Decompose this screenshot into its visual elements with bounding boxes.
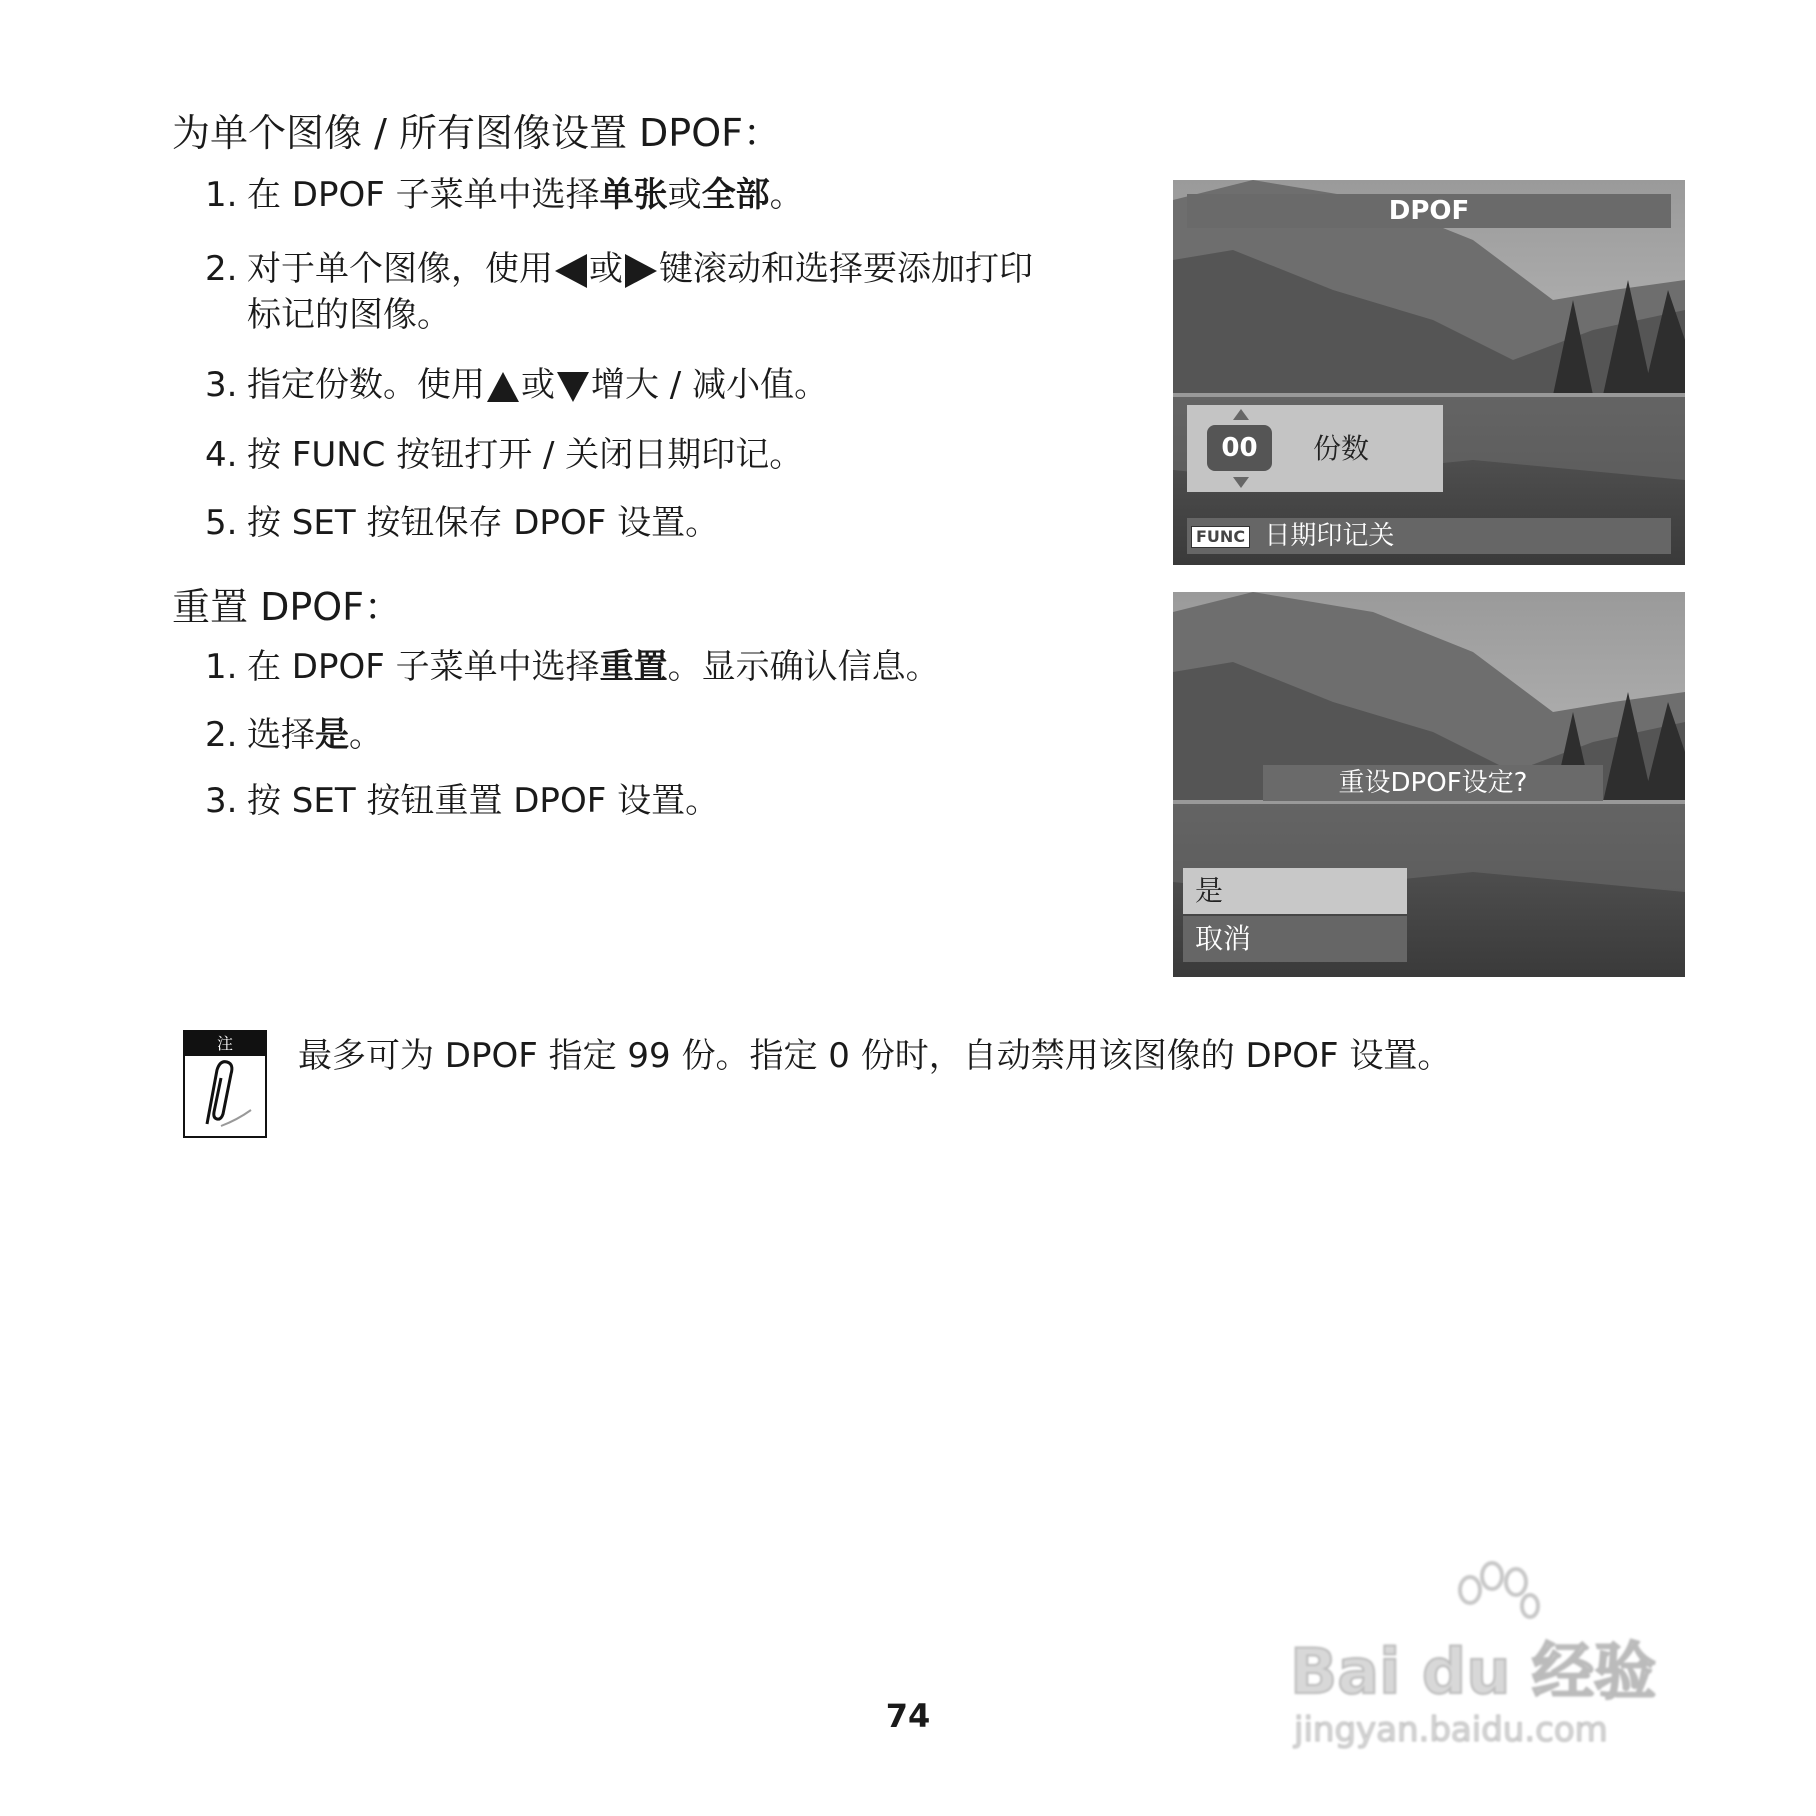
step-text: 。显示确认信息。 <box>667 647 940 687</box>
step-text: 或 <box>667 175 702 215</box>
s2-step-1 <box>205 644 940 690</box>
step-number: 1. <box>205 175 238 215</box>
step-text: 对于单个图像，使用 <box>247 249 553 289</box>
count-panel <box>1187 405 1443 492</box>
note-label: 注 <box>185 1032 265 1056</box>
step-text: 按 SET 按钮保存 DPOF 设置。 <box>247 503 720 543</box>
left-arrow-icon <box>555 254 587 288</box>
step-number: 2. <box>205 249 238 289</box>
step-text: 。 <box>769 175 804 215</box>
step-text: 指定份数。使用 <box>247 365 485 405</box>
s1-step-2-line2: 标记的图像。 <box>247 295 451 335</box>
bold-term-yes: 是 <box>315 715 349 755</box>
bold-term-all: 全部 <box>701 175 770 215</box>
step-text: 键滚动和选择要添加打印 <box>659 249 1033 289</box>
count-up-arrow-icon[interactable] <box>1233 409 1249 420</box>
step-text: 在 DPOF 子菜单中选择 <box>247 175 600 215</box>
count-down-arrow-icon[interactable] <box>1233 477 1249 488</box>
option-cancel[interactable]: 取消 <box>1183 916 1407 962</box>
reset-confirm-prompt: 重设DPOF设定? <box>1263 765 1603 801</box>
step-text: 或 <box>589 249 623 289</box>
up-arrow-icon <box>487 372 519 402</box>
step-number: 2. <box>205 715 238 755</box>
camera-screen-reset <box>1173 592 1685 977</box>
count-label: 份数 <box>1313 432 1370 465</box>
count-value[interactable]: 00 <box>1207 425 1272 471</box>
watermark-url: jingyan.baidu.com <box>1294 1710 1608 1750</box>
paperclip-icon <box>185 1056 265 1136</box>
page-number: 74 <box>885 1697 931 1735</box>
s1-step-4 <box>205 432 803 478</box>
bold-term-single: 单张 <box>599 175 668 215</box>
baidu-watermark <box>1290 1560 1730 1760</box>
s1-step-5 <box>205 500 719 546</box>
step-number: 1. <box>205 647 238 687</box>
step-number: 3. <box>205 781 238 821</box>
camera-screen-dpof <box>1173 180 1685 565</box>
func-button-icon: FUNC <box>1191 526 1250 548</box>
note-icon <box>183 1030 267 1138</box>
s1-step-2 <box>205 246 1033 292</box>
step-text: 或 <box>521 365 555 405</box>
s1-step-1 <box>205 172 804 218</box>
s2-step-3 <box>205 778 719 824</box>
step-text: 。 <box>349 715 383 755</box>
down-arrow-icon <box>557 372 589 402</box>
landscape-background-image <box>1173 180 1685 565</box>
section1-heading: 为单个图像 / 所有图像设置 DPOF： <box>172 111 781 155</box>
section2-heading: 重置 DPOF： <box>172 585 403 629</box>
func-status-bar <box>1187 518 1671 554</box>
step-text: 按 SET 按钮重置 DPOF 设置。 <box>247 781 720 821</box>
date-stamp-status: 日期印记关 <box>1264 521 1395 551</box>
s2-step-2 <box>205 712 383 758</box>
s1-step-3 <box>205 362 828 408</box>
step-number: 4. <box>205 435 238 475</box>
step-number: 3. <box>205 365 238 405</box>
step-text: 增大 / 减小值。 <box>591 365 829 405</box>
note-text: 最多可为 DPOF 指定 99 份。指定 0 份时，自动禁用该图像的 DPOF 设置。 <box>298 1036 1452 1076</box>
watermark-brand: Bai du 经验 <box>1290 1635 1657 1708</box>
step-text: 在 DPOF 子菜单中选择 <box>247 647 600 687</box>
bold-term-reset: 重置 <box>599 647 668 687</box>
step-text: 按 FUNC 按钮打开 / 关闭日期印记。 <box>247 435 804 475</box>
step-text: 选择 <box>247 715 315 755</box>
step-number: 5. <box>205 503 238 543</box>
right-arrow-icon <box>625 254 657 288</box>
screen-title-bar: DPOF <box>1187 194 1671 228</box>
option-yes[interactable]: 是 <box>1183 868 1407 914</box>
